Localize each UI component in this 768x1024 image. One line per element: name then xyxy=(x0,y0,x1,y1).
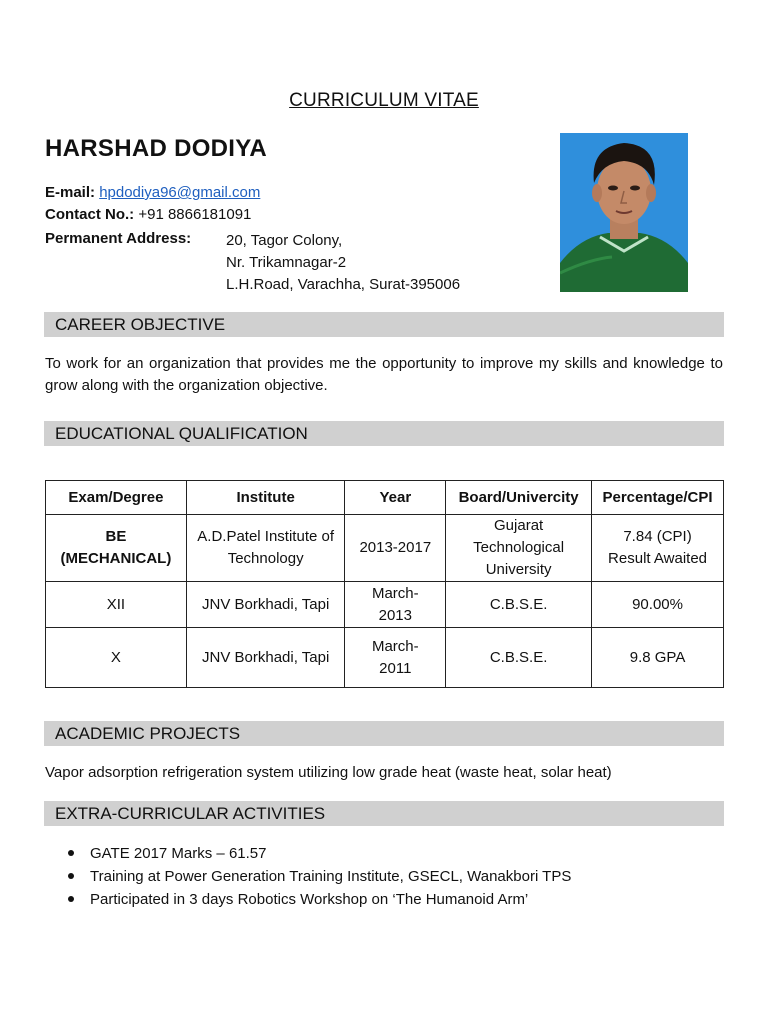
address-line: L.H.Road, Varachha, Surat-395006 xyxy=(226,276,461,293)
degree-cell: XII xyxy=(46,582,187,628)
board-cell: C.B.S.E. xyxy=(446,582,592,628)
table-row xyxy=(46,582,724,628)
cell-line: (MECHANICAL) xyxy=(60,550,172,567)
cell-line: Gujarat xyxy=(494,517,544,534)
activities-list xyxy=(45,842,571,911)
column-header: Institute xyxy=(186,481,345,515)
year-cell: 2013-2017 xyxy=(345,515,446,582)
column-header: Board/Univercity xyxy=(446,481,592,515)
cell-line: A.D.Patel Institute of xyxy=(197,528,335,545)
section-header-academic-projects: ACADEMIC PROJECTS xyxy=(44,721,724,746)
list-item: GATE 2017 Marks – 61.57 xyxy=(90,842,571,865)
address-line: Nr. Trikamnagar-2 xyxy=(226,254,347,271)
score-cell: 90.00% xyxy=(592,582,724,628)
cell-line: 2011 xyxy=(379,659,412,677)
section-header-extra-curricular: EXTRA-CURRICULAR ACTIVITIES xyxy=(44,801,724,826)
board-cell xyxy=(446,515,592,582)
education-table xyxy=(45,480,724,688)
contact-block xyxy=(45,182,505,226)
year-cell xyxy=(345,582,446,628)
email-colon: : xyxy=(90,184,100,201)
phone-row xyxy=(45,204,505,226)
cell-line: 7.84 (CPI) xyxy=(623,528,692,545)
score-cell: 9.8 GPA xyxy=(592,628,724,688)
profile-photo xyxy=(560,133,688,292)
table-row xyxy=(46,628,724,688)
degree-cell: X xyxy=(46,628,187,688)
institute-cell: JNV Borkhadi, Tapi xyxy=(186,582,345,628)
cell-line: University xyxy=(485,561,552,578)
address-label: Permanent Address: xyxy=(45,230,192,247)
table-header-row xyxy=(46,481,724,515)
email-link[interactable]: hpdodiya96@gmail.com xyxy=(99,184,261,201)
document-title: CURRICULUM VITAE xyxy=(289,90,479,111)
email-label: E-mail xyxy=(45,184,91,201)
list-item: Training at Power Generation Training Institute, GSECL, Wanakbori TPS xyxy=(90,865,571,888)
address-block xyxy=(226,230,460,296)
phone-label: Contact No.: xyxy=(45,206,135,223)
address-line: 20, Tagor Colony, xyxy=(226,232,343,249)
column-header: Percentage/CPI xyxy=(592,481,724,515)
email-row xyxy=(45,182,505,204)
section-header-career-objective: CAREER OBJECTIVE xyxy=(44,312,724,337)
institute-cell xyxy=(186,515,345,582)
score-cell xyxy=(592,515,724,582)
cell-line: Technology xyxy=(227,550,304,567)
board-cell: C.B.S.E. xyxy=(446,628,592,688)
academic-project-text: Vapor adsorption refrigeration system utilizing low grade heat (waste heat, solar heat) xyxy=(45,764,612,781)
cell-line: Result Awaited xyxy=(608,550,707,567)
list-item: Participated in 3 days Robotics Workshop on ‘The Humanoid Arm’ xyxy=(90,888,571,911)
degree-cell xyxy=(46,515,187,582)
cell-line: BE xyxy=(105,528,127,545)
candidate-name: HARSHAD DODIYA xyxy=(45,135,268,162)
section-header-education: EDUCATIONAL QUALIFICATION xyxy=(44,421,724,446)
column-header: Exam/Degree xyxy=(46,481,187,515)
cell-line: Technological xyxy=(473,539,565,556)
institute-cell: JNV Borkhadi, Tapi xyxy=(186,628,345,688)
cell-line: March- xyxy=(371,637,419,655)
cell-line: March- xyxy=(371,584,419,602)
column-header: Year xyxy=(345,481,446,515)
cell-line: 2013 xyxy=(378,606,412,624)
career-objective-text: To work for an organization that provides me the opportunity to improve my skills and knowledge to grow along with the organization objective. xyxy=(45,355,723,394)
table-row xyxy=(46,515,724,582)
phone-value: +91 8866181091 xyxy=(138,206,252,223)
year-cell xyxy=(345,628,446,688)
